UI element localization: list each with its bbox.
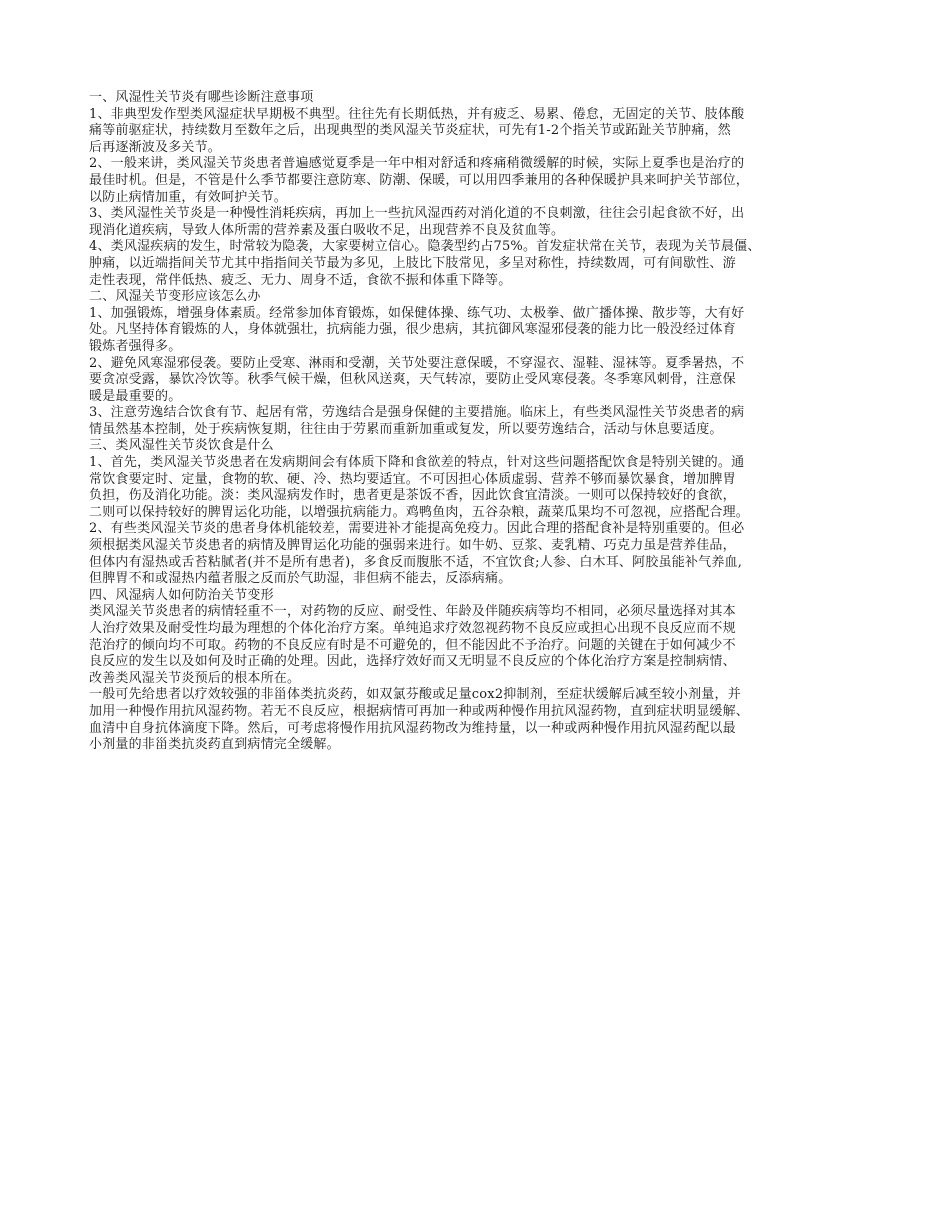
text-line: 但体内有湿热或舌苔粘腻者(并不是所有患者)，多食反而腹胀不适，不宜饮食;人参、白木耳、阿胶虽能补气养血, [89, 554, 743, 570]
text-line: 3、类风湿性关节炎是一种慢性消耗疾病，再加上一些抗风湿西药对消化道的不良刺激，往往会引起食欲不好，出 [89, 206, 745, 222]
text-line: 走性表现，常伴低热、疲乏、无力、周身不适，食欲不振和体重下降等。 [89, 272, 512, 288]
text-line: 处。凡坚持体育锻炼的人，身体就强壮，抗病能力强，很少患病，其抗御风寒湿邪侵袭的能力比一般没经过体育 [89, 322, 736, 338]
text-line: 范治疗的倾向均不可取。药物的不良反应有时是不可避免的，但不能因此不予治疗。问题的关键在于如何减少不 [89, 637, 736, 653]
text-line: 2、避免风寒湿邪侵袭。要防止受寒、淋雨和受潮，关节处要注意保暖，不穿湿衣、湿鞋、湿袜等。夏季暑热，不 [89, 355, 745, 371]
text-line: 2、一般来讲，类风湿关节炎患者普遍感觉夏季是一年中相对舒适和疼痛稍微缓解的时候，实际上夏季也是治疗的 [89, 156, 745, 172]
text-line: 1、首先，类风湿关节炎患者在发病期间会有体质下降和食欲差的特点，针对这些问题搭配饮食是特别关键的。通 [89, 455, 745, 471]
text-line: 3、注意劳逸结合饮食有节、起居有常，劳逸结合是强身保健的主要措施。临床上，有些类风湿性关节炎患者的病 [89, 405, 745, 421]
text-line: 改善类风湿关节炎预后的根本所在。 [89, 670, 301, 686]
text-line: 锻炼者强得多。 [89, 338, 182, 354]
text-line: 须根据类风湿关节炎患者的病情及脾胃运化功能的强弱来进行。如牛奶、豆浆、麦乳精、巧克力虽是营养佳品， [89, 538, 736, 554]
text-line: 常饮食要定时、定量，食物的软、硬、冷、热均要适宜。不可因担心体质虚弱、营养不够而暴饮暴食，增加脾胃 [89, 471, 736, 487]
section-heading-4: 四、风湿病人如何防治关节变形 [89, 587, 274, 603]
text-line: 但脾胃不和或湿热内蕴者服之反而於气助湿，非但病不能去，反添病痛。 [89, 571, 512, 587]
text-line: 负担，伤及消化功能。淡：类风湿病发作时，患者更是茶饭不香，因此饮食宜清淡。一则可以保持较好的食欲， [89, 488, 736, 504]
text-line: 加用一种慢作用抗风湿药物。若无不良反应，根据病情可再加一种或两种慢作用抗风湿药物，直到症状明显缓解、 [89, 703, 750, 719]
text-line: 肿痛，以近端指间关节尤其中指指间关节最为多见，上肢比下肢常见，多呈对称性，持续数周，可有间歇性、游 [89, 255, 736, 271]
text-line: 暖是最重要的。 [89, 388, 182, 404]
text-line: 痛等前驱症状，持续数月至数年之后，出现典型的类风湿关节炎症状，可先有1-2个指关节或跖趾关节肿痛，然 [89, 123, 731, 139]
text-line: 类风湿关节炎患者的病情轻重不一，对药物的反应、耐受性、年龄及伴随疾病等均不相同，必须尽量选择对其本 [89, 604, 736, 620]
text-line: 后再逐渐波及多关节。 [89, 139, 222, 155]
text-line: 现消化道疾病，导致人体所需的营养素及蛋白吸收不足，出现营养不良及贫血等。 [89, 222, 565, 238]
section-heading-1: 一、风湿性关节炎有哪些诊断注意事项 [89, 90, 314, 105]
document-body [89, 90, 879, 754]
text-line: 4、类风湿疾病的发生，时常较为隐袭，大家要树立信心。隐袭型约占75%。首发症状常在关节，表现为关节晨僵、 [89, 239, 761, 255]
text-line: 血清中自身抗体滴度下降。然后，可考虑将慢作用抗风湿药物改为维持量，以一种或两种慢作用抗风湿药配以最 [89, 720, 736, 736]
text-line: 要贪凉受露，暴饮冷饮等。秋季气候干燥，但秋风送爽，天气转凉，要防止受风寒侵袭。冬季寒风刺骨，注意保 [89, 372, 736, 388]
text-line: 1、加强锻炼，增强身体素质。经常参加体育锻炼，如保健体操、练气功、太极拳、做广播体操、散步等，大有好 [89, 305, 745, 321]
text-line: 2、有些类风湿关节炎的患者身体机能较差，需要进补才能提高免疫力。因此合理的搭配食补是特别重要的。但必 [89, 521, 745, 537]
text-line: 情虽然基本控制，处于疾病恢复期，往往由于劳累而重新加重或复发，所以要劳逸结合，活动与休息要适度。 [89, 421, 723, 437]
section-heading-2: 二、风湿关节变形应该怎么办 [89, 289, 261, 305]
text-line: 小剂量的非甾类抗炎药直到病情完全缓解。 [89, 737, 340, 753]
text-line: 以防止病情加重，有效呵护关节。 [89, 189, 288, 205]
section-heading-3: 三、类风湿性关节炎饮食是什么 [89, 438, 274, 454]
text-line: 1、非典型发作型类风湿症状早期极不典型。往往先有长期低热，并有疲乏、易累、倦怠，无固定的关节、肢体酸 [89, 106, 745, 122]
text-line: 二则可以保持较好的脾胃运化功能，以增强抗病能力。鸡鸭鱼肉，五谷杂粮，蔬菜瓜果均不可忽视，应搭配合理。 [89, 504, 750, 520]
text-line: 最佳时机。但是，不管是什么季节都要注意防寒、防潮、保暖，可以用四季兼用的各种保暖护具来呵护关节部位， [89, 172, 750, 188]
text-line: 一般可先给患者以疗效较强的非甾体类抗炎药，如双氯芬酸或足量cox2抑制剂，至症状缓解后减至较小剂量，并 [89, 687, 741, 703]
text-line: 良反应的发生以及如何及时正确的处理。因此，选择疗效好而又无明显不良反应的个体化治疗方案是控制病情、 [89, 654, 736, 670]
text-line: 人治疗效果及耐受性均最为理想的个体化治疗方案。单纯追求疗效忽视药物不良反应或担心出现不良反应而不规 [89, 621, 736, 636]
